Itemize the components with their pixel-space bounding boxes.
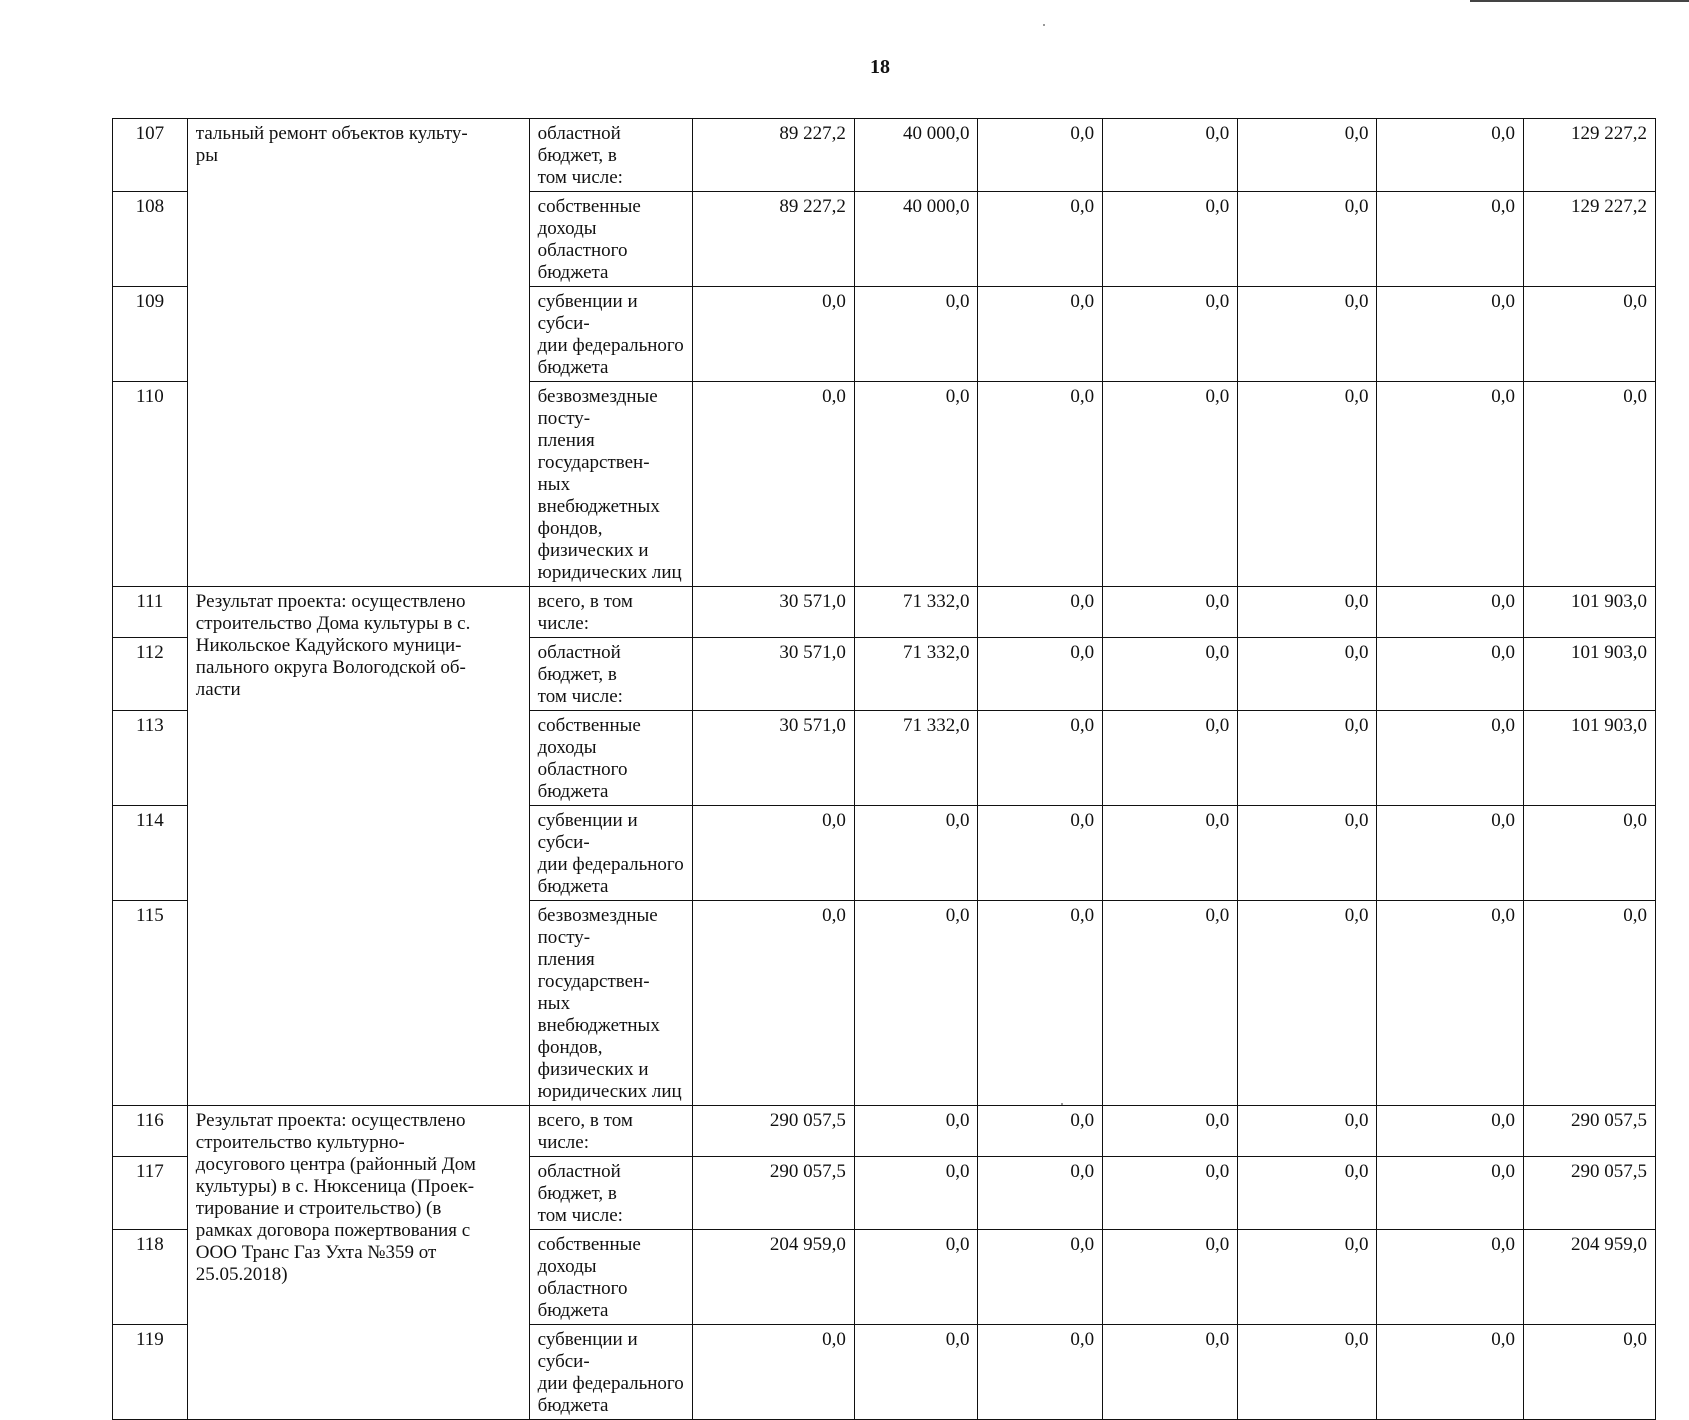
value-cell: 0,0 <box>854 382 978 587</box>
value-cell: 0,0 <box>692 806 854 901</box>
value-cell: 0,0 <box>692 901 854 1106</box>
value-cell: 0,0 <box>1103 711 1238 806</box>
value-cell: 0,0 <box>1238 901 1377 1106</box>
value-cell: 290 057,5 <box>692 1106 854 1157</box>
value-cell: 0,0 <box>978 119 1103 192</box>
funding-source: областной бюджет, в том числе: <box>529 119 692 192</box>
total-value-cell: 101 903,0 <box>1523 587 1655 638</box>
total-value-cell: 0,0 <box>1523 901 1655 1106</box>
value-cell: 0,0 <box>1103 806 1238 901</box>
value-cell: 0,0 <box>1103 1230 1238 1325</box>
funding-source: безвозмездные посту- пления государствен- ных внебюджетных фондов, физических и юридических лиц <box>529 382 692 587</box>
value-cell: 0,0 <box>692 1325 854 1420</box>
value-cell: 0,0 <box>978 1325 1103 1420</box>
table-row <box>113 587 1656 638</box>
value-cell: 0,0 <box>1103 382 1238 587</box>
total-value-cell: 101 903,0 <box>1523 711 1655 806</box>
funding-source: субвенции и субси- дии федерального бюджета <box>529 287 692 382</box>
value-cell: 0,0 <box>854 1157 978 1230</box>
value-cell: 0,0 <box>1377 1157 1524 1230</box>
value-cell: 0,0 <box>1377 806 1524 901</box>
row-number: 111 <box>113 587 188 638</box>
value-cell: 0,0 <box>978 1157 1103 1230</box>
value-cell: 0,0 <box>978 1106 1103 1157</box>
value-cell: 0,0 <box>1377 1325 1524 1420</box>
budget-table <box>112 118 1656 1420</box>
project-description: Результат проекта: осуществлено строительство Дома культуры в с. Никольское Кадуйского муници- пального округа Вологодской об- ласти <box>187 587 529 1106</box>
value-cell: 0,0 <box>1238 382 1377 587</box>
total-value-cell: 129 227,2 <box>1523 119 1655 192</box>
value-cell: 30 571,0 <box>692 587 854 638</box>
top-edge-rule <box>1470 0 1689 2</box>
value-cell: 0,0 <box>1238 1230 1377 1325</box>
value-cell: 0,0 <box>1103 1106 1238 1157</box>
value-cell: 0,0 <box>1238 806 1377 901</box>
funding-source: субвенции и субси- дии федерального бюджета <box>529 806 692 901</box>
value-cell: 71 332,0 <box>854 711 978 806</box>
project-description: Результат проекта: осуществлено строительство культурно- досугового центра (районный Дом культуры) в с. Нюксеница (Проек- тирование и строительство) (в рамках договора пожертвования с ООО Транс Газ Ухта №359 от 25.05.2018) <box>187 1106 529 1420</box>
total-value-cell: 0,0 <box>1523 382 1655 587</box>
value-cell: 0,0 <box>1103 1325 1238 1420</box>
value-cell: 0,0 <box>1377 901 1524 1106</box>
value-cell: 0,0 <box>1103 901 1238 1106</box>
value-cell: 0,0 <box>854 1106 978 1157</box>
value-cell: 0,0 <box>978 287 1103 382</box>
scan-speck <box>1043 24 1045 26</box>
value-cell: 0,0 <box>854 287 978 382</box>
value-cell: 40 000,0 <box>854 119 978 192</box>
value-cell: 0,0 <box>978 711 1103 806</box>
value-cell: 0,0 <box>1238 711 1377 806</box>
total-value-cell: 129 227,2 <box>1523 192 1655 287</box>
funding-source: областной бюджет, в том числе: <box>529 1157 692 1230</box>
value-cell: 0,0 <box>1377 587 1524 638</box>
row-number: 110 <box>113 382 188 587</box>
value-cell: 30 571,0 <box>692 638 854 711</box>
total-value-cell: 290 057,5 <box>1523 1106 1655 1157</box>
total-value-cell: 0,0 <box>1523 287 1655 382</box>
row-number: 119 <box>113 1325 188 1420</box>
table-row <box>113 119 1656 192</box>
value-cell: 0,0 <box>1103 192 1238 287</box>
value-cell: 0,0 <box>1377 119 1524 192</box>
row-number: 115 <box>113 901 188 1106</box>
row-number: 113 <box>113 711 188 806</box>
funding-source: собственные доходы областного бюджета <box>529 1230 692 1325</box>
value-cell: 0,0 <box>854 1230 978 1325</box>
total-value-cell: 290 057,5 <box>1523 1157 1655 1230</box>
value-cell: 0,0 <box>1377 192 1524 287</box>
value-cell: 0,0 <box>1238 192 1377 287</box>
value-cell: 0,0 <box>854 1325 978 1420</box>
row-number: 112 <box>113 638 188 711</box>
row-number: 118 <box>113 1230 188 1325</box>
value-cell: 0,0 <box>692 382 854 587</box>
value-cell: 0,0 <box>1103 119 1238 192</box>
scan-speck <box>1061 1103 1063 1105</box>
value-cell: 0,0 <box>1103 287 1238 382</box>
value-cell: 0,0 <box>1238 119 1377 192</box>
value-cell: 0,0 <box>978 587 1103 638</box>
value-cell: 0,0 <box>1377 287 1524 382</box>
row-number: 108 <box>113 192 188 287</box>
funding-source: безвозмездные посту- пления государствен- ных внебюджетных фондов, физических и юридических лиц <box>529 901 692 1106</box>
value-cell: 0,0 <box>1377 382 1524 587</box>
value-cell: 0,0 <box>1103 1157 1238 1230</box>
total-value-cell: 101 903,0 <box>1523 638 1655 711</box>
row-number: 107 <box>113 119 188 192</box>
value-cell: 0,0 <box>1238 1157 1377 1230</box>
row-number: 117 <box>113 1157 188 1230</box>
funding-source: областной бюджет, в том числе: <box>529 638 692 711</box>
value-cell: 0,0 <box>854 806 978 901</box>
total-value-cell: 0,0 <box>1523 1325 1655 1420</box>
value-cell: 0,0 <box>1377 638 1524 711</box>
value-cell: 0,0 <box>978 638 1103 711</box>
funding-source: собственные доходы областного бюджета <box>529 711 692 806</box>
value-cell: 89 227,2 <box>692 119 854 192</box>
project-description: тальный ремонт объектов культу- ры <box>187 119 529 587</box>
value-cell: 0,0 <box>1377 1106 1524 1157</box>
row-number: 116 <box>113 1106 188 1157</box>
value-cell: 0,0 <box>978 806 1103 901</box>
total-value-cell: 0,0 <box>1523 806 1655 901</box>
funding-source: всего, в том числе: <box>529 1106 692 1157</box>
value-cell: 0,0 <box>978 192 1103 287</box>
total-value-cell: 204 959,0 <box>1523 1230 1655 1325</box>
funding-source: собственные доходы областного бюджета <box>529 192 692 287</box>
value-cell: 0,0 <box>1238 1106 1377 1157</box>
value-cell: 0,0 <box>978 1230 1103 1325</box>
funding-source: субвенции и субси- дии федерального бюджета <box>529 1325 692 1420</box>
value-cell: 0,0 <box>1238 638 1377 711</box>
table-row <box>113 1106 1656 1157</box>
value-cell: 204 959,0 <box>692 1230 854 1325</box>
row-number: 114 <box>113 806 188 901</box>
value-cell: 30 571,0 <box>692 711 854 806</box>
value-cell: 0,0 <box>1103 587 1238 638</box>
value-cell: 0,0 <box>854 901 978 1106</box>
value-cell: 0,0 <box>1238 1325 1377 1420</box>
value-cell: 40 000,0 <box>854 192 978 287</box>
value-cell: 71 332,0 <box>854 587 978 638</box>
value-cell: 0,0 <box>1377 711 1524 806</box>
page-number: 18 <box>870 56 890 78</box>
value-cell: 71 332,0 <box>854 638 978 711</box>
funding-source: всего, в том числе: <box>529 587 692 638</box>
value-cell: 0,0 <box>978 382 1103 587</box>
value-cell: 0,0 <box>978 901 1103 1106</box>
value-cell: 0,0 <box>692 287 854 382</box>
value-cell: 0,0 <box>1377 1230 1524 1325</box>
value-cell: 0,0 <box>1238 287 1377 382</box>
value-cell: 0,0 <box>1103 638 1238 711</box>
value-cell: 89 227,2 <box>692 192 854 287</box>
value-cell: 0,0 <box>1238 587 1377 638</box>
value-cell: 290 057,5 <box>692 1157 854 1230</box>
row-number: 109 <box>113 287 188 382</box>
